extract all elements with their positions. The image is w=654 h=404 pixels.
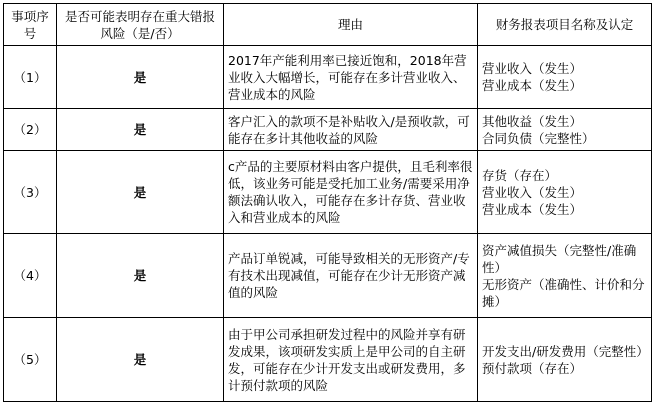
item-no: （1） xyxy=(4,46,57,109)
table-row xyxy=(4,234,652,318)
statement-items xyxy=(478,318,652,402)
risk-answer: 是 xyxy=(57,46,224,109)
statement-item: 开发支出/研发费用（完整性） xyxy=(482,343,649,359)
risk-answer: 是 xyxy=(57,109,224,151)
statement-items xyxy=(478,46,652,109)
header-reason: 理由 xyxy=(224,4,478,46)
statement-item: 无形资产（准确性、计价和分摊） xyxy=(482,276,645,309)
table-row xyxy=(4,318,652,402)
table-row xyxy=(4,151,652,234)
statement-item: 营业成本（发生） xyxy=(482,78,583,93)
statement-item: 预付款项（存在） xyxy=(482,360,583,376)
statement-items xyxy=(478,151,652,234)
reason-text: 2017年产能利用率已接近饱和，2018年营业收入大幅增长，可能存在多计营业收入、营业成本的风险 xyxy=(224,46,478,109)
statement-item: 营业收入（发生） xyxy=(482,184,583,200)
statement-item: 存货（存在） xyxy=(482,167,558,183)
statement-item: 营业成本（发生） xyxy=(482,201,583,217)
header-row xyxy=(4,4,652,46)
reason-text: c产品的主要原材料由客户提供，且毛利率很低，该业务可能是受托加工业务/需要采用净额法确认收入，可能存在多计存货、营业收入和营业成本的风险 xyxy=(224,151,478,234)
risk-answer: 是 xyxy=(57,234,224,318)
header-misstatement-risk: 是否可能表明存在重大错报风险（是/否） xyxy=(57,4,224,46)
item-no: （5） xyxy=(4,318,57,402)
statement-item: 资产减值损失（完整性/准确性） xyxy=(482,242,637,275)
reason-text: 由于甲公司承担研发过程中的风险并享有研发成果，该项研发实质上是甲公司的自主研发，可能存在少计开发支出或研发费用，多计预付款项的风险 xyxy=(224,318,478,402)
reason-text: 产品订单锐减，可能导致相关的无形资产/专有技术出现减值，可能存在少计无形资产减值的风险 xyxy=(224,234,478,318)
risk-assessment-table xyxy=(3,3,652,402)
item-no: （3） xyxy=(4,151,57,234)
item-no: （2） xyxy=(4,109,57,151)
item-no: （4） xyxy=(4,234,57,318)
header-statement-items: 财务报表项目名称及认定 xyxy=(478,4,652,46)
statement-items xyxy=(478,234,652,318)
risk-answer: 是 xyxy=(57,318,224,402)
table-row xyxy=(4,109,652,151)
statement-item: 合同负债（完整性） xyxy=(482,130,595,146)
table-row xyxy=(4,46,652,109)
header-item-no: 事项序号 xyxy=(4,4,57,46)
reason-text: 客户汇入的款项不是补贴收入/是预收款，可能存在多计其他收益的风险 xyxy=(224,109,478,151)
risk-answer: 是 xyxy=(57,151,224,234)
statement-item: 其他收益（发生） xyxy=(482,113,583,129)
statement-items xyxy=(478,109,652,151)
statement-item: 营业收入（发生） xyxy=(482,61,583,76)
